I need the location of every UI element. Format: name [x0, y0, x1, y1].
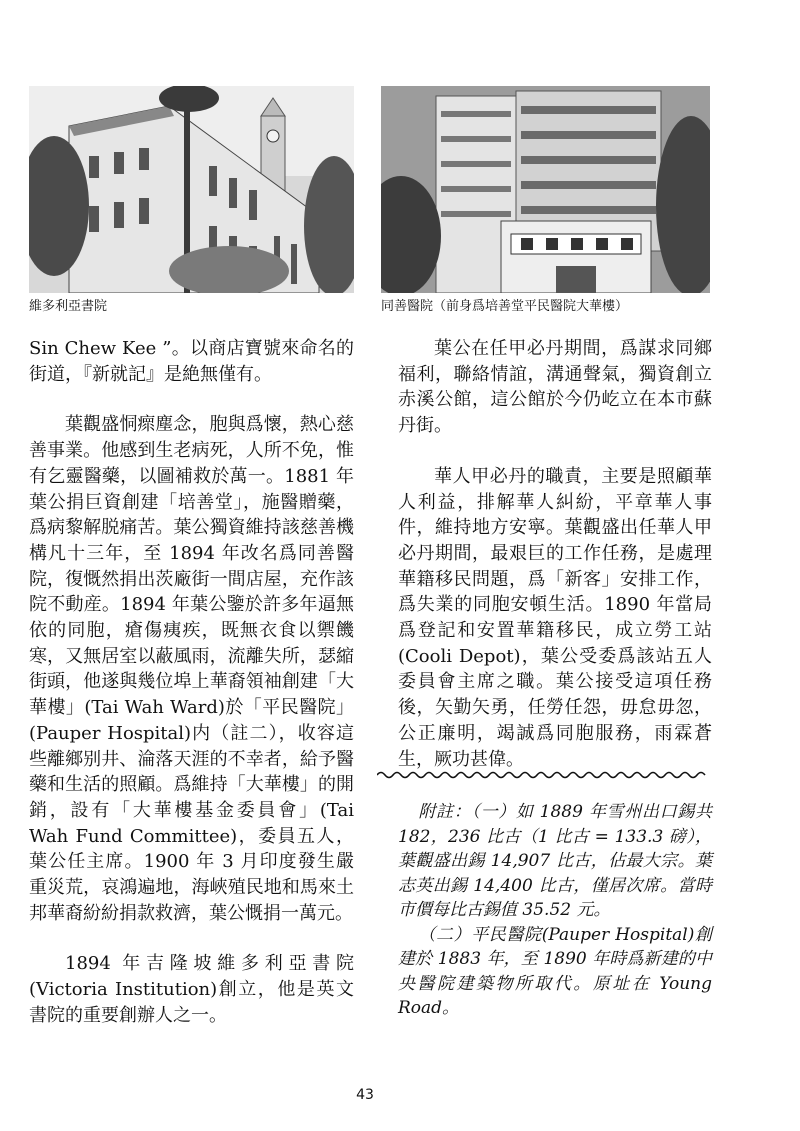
right-paragraph-2: 華人甲必丹的職責，主要是照顧華人利益，排解華人糾紛，平章華人事件，維持地方安寧。葉觀盛出任華人甲必丹期間，最艰巨的工作任務，是處理華籍移民問題，爲「新客」安排工作，爲失業的同胞安頓生活。1890 年當局爲登記和安置華籍移民，成立勞工站(Cooli Depot)，葉公受委爲該站五人委員會主席之職。葉公接受這項任務後，矢勤矢勇，任勞任怨，毋怠毋忽，公正廉明，竭誠爲同胞服務，雨霖蒼生，厥功甚偉。: [398, 465, 712, 770]
page-number: 43: [356, 1087, 374, 1103]
left-photo-caption: 維多利亞書院: [29, 299, 108, 314]
left-paragraph-2: 葉觀盛恫瘝塵念，胞與爲懷，熱心慈善事業。他感到生老病死，人所不免，惟有乞靈醫藥，以圖補救於萬一。1881 年葉公捐巨資創建「培善堂」，施醫贈藥，爲病黎解脱痛苦。葉公獨資維持該慈善機構凡十三年，至 1894 年改名爲同善醫院，復慨然捐出茨廠街一間店屋，充作該院不動産。1894 年葉公鑒於許多年逼無依的同胞，瘡傷痍疾，既無衣食以禦饑寒，又無居室以蔽風雨，流離失所，瑟縮街頭，他遂與幾位埠上華裔領袖創建「大華樓」(Tai Wah Ward)於「平民醫院」(Pauper Hospital)内（註二），收容這些離鄉别井、淪落天涯的不幸者，給予醫藥和生活的照顧。爲維持「大華樓」的開銷，設有「大華樓基金委員會」(Tai Wah Fund Committee)，委員五人，葉公任主席。1900 年 3 月印度發生嚴重災荒，哀鴻遍地，海峽殖民地和馬來土邦華裔紛紛捐款救濟，葉公慨捐一萬元。: [29, 414, 354, 924]
left-paragraph-1: Sin Chew Kee ”。以商店寶號來命名的街道，『新就記』是絶無僅有。: [29, 338, 354, 385]
right-text-column: [398, 336, 712, 772]
footnotes: [398, 800, 712, 1021]
wavy-divider: [377, 770, 712, 780]
footnote-1: 附註：（一）如 1889 年雪州出口錫共 182，236 比古（1 比古 = 133.3 磅），葉觀盛出錫 14,907 比古，佔最大宗。葉志英出錫 14,400 比古，僅居次席。當時市價每比古錫值 35.52 元。: [398, 802, 712, 920]
right-photo-caption: 同善醫院（前身爲培善堂平民醫院大華樓）: [381, 299, 629, 314]
right-paragraph-1: 葉公在任甲必丹期間，爲謀求同鄉福利，聯絡情誼，溝通聲氣，獨資創立赤溪公館，這公館於今仍屹立在本市蘇丹街。: [398, 338, 712, 437]
left-paragraph-3: 1894 年吉隆坡維多利亞書院(Victoria Institution)創立，他是英文書院的重要創辦人之一。: [29, 953, 354, 1026]
victoria-institution-photo: [29, 86, 354, 293]
footnote-2: （二）平民醫院(Pauper Hospital)創建於 1883 年，至 1890 年時爲新建的中央醫院建築物所取代。原址在 Young Road。: [398, 924, 712, 1018]
tung-shin-hospital-photo: [381, 86, 710, 293]
left-text-column: [29, 336, 354, 1029]
